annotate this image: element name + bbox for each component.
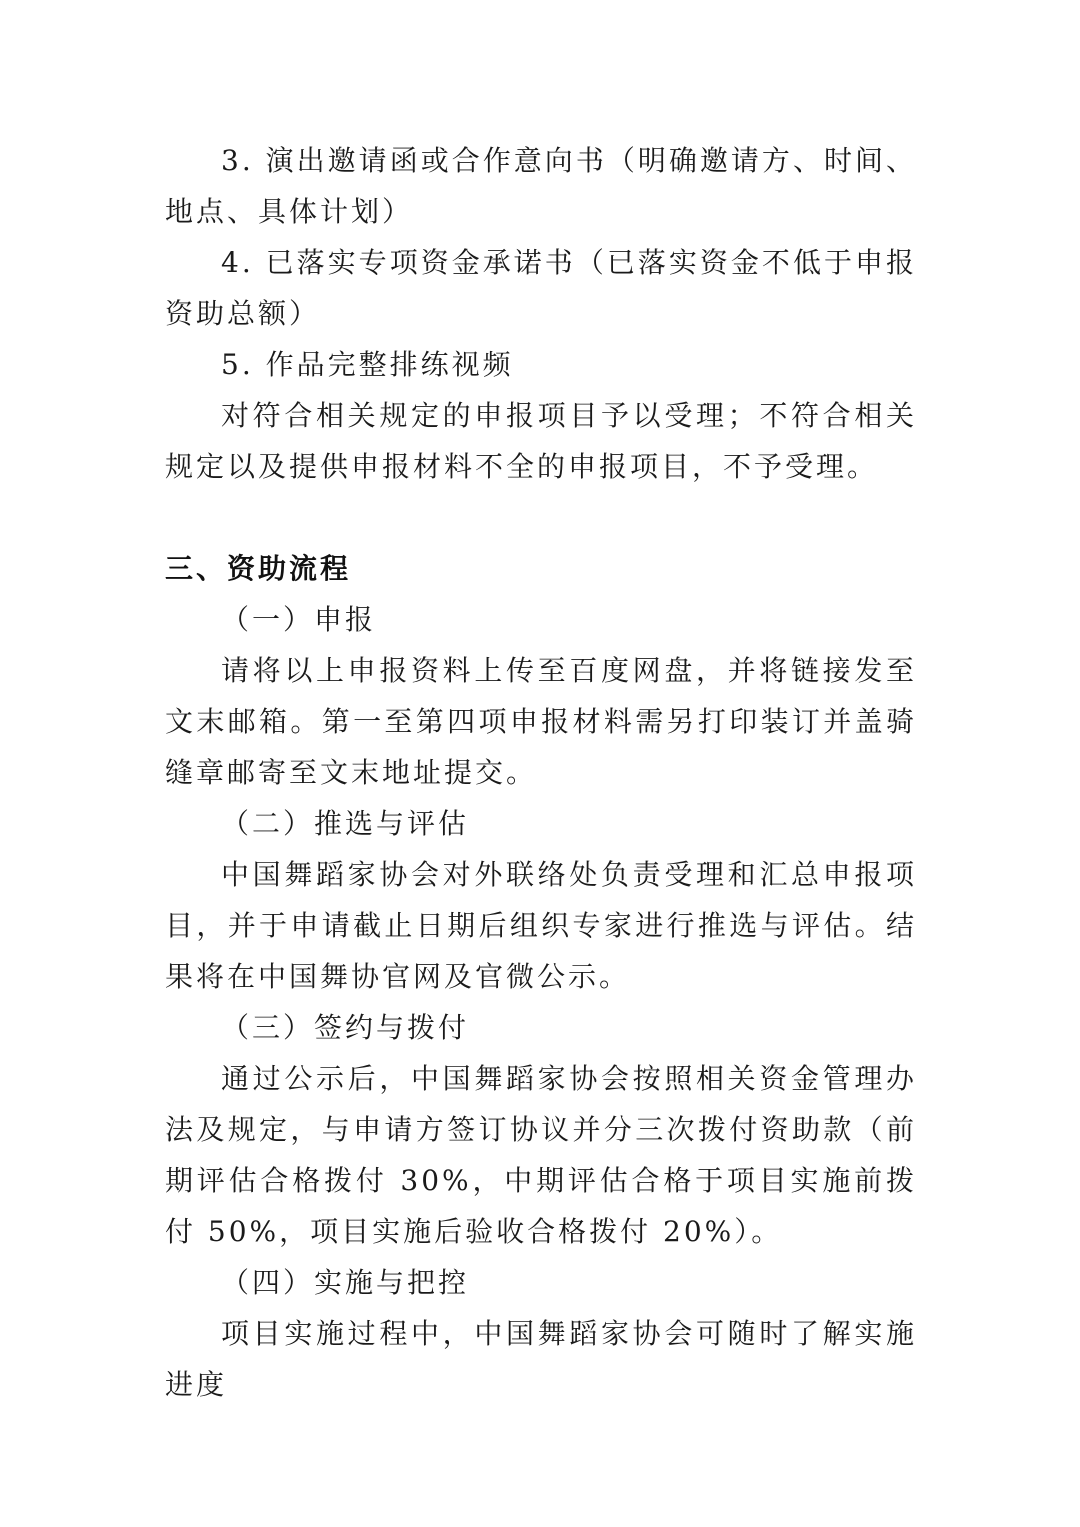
subheading-application: （一）申报 — [221, 603, 377, 636]
subheading-implementation-control: （四）实施与把控 — [221, 1266, 470, 1299]
paragraph-implementation-control: 项目实施过程中，中国舞蹈家协会可随时了解实施进度 — [165, 1317, 917, 1401]
list-item-3: 3. 演出邀请函或合作意向书（明确邀请方、时间、地点、具体计划） — [165, 144, 917, 228]
subheading-signing-payment: （三）签约与拨付 — [221, 1011, 470, 1044]
acceptance-note: 对符合相关规定的申报项目予以受理；不符合相关规定以及提供申报材料不全的申报项目，不予受理。 — [165, 399, 917, 483]
list-item-5: 5. 作品完整排练视频 — [221, 348, 514, 381]
paragraph-application: 请将以上申报资料上传至百度网盘，并将链接发至文末邮箱。第一至第四项申报材料需另打印装订并盖骑缝章邮寄至文末地址提交。 — [165, 654, 917, 789]
subheading-selection-evaluation: （二）推选与评估 — [221, 807, 470, 840]
document-body — [165, 135, 917, 1410]
list-item-4: 4. 已落实专项资金承诺书（已落实资金不低于申报资助总额） — [165, 246, 917, 330]
paragraph-selection-evaluation: 中国舞蹈家协会对外联络处负责受理和汇总申报项目，并于申请截止日期后组织专家进行推选与评估。结果将在中国舞协官网及官微公示。 — [165, 858, 917, 993]
paragraph-signing-payment: 通过公示后，中国舞蹈家协会按照相关资金管理办法及规定，与申请方签订协议并分三次拨付资助款（前期评估合格拨付 30%，中期评估合格于项目实施前拨付 50%，项目实施后验收合格拨付 20%）。 — [165, 1062, 917, 1248]
section-heading-funding-process: 三、资助流程 — [165, 552, 352, 585]
